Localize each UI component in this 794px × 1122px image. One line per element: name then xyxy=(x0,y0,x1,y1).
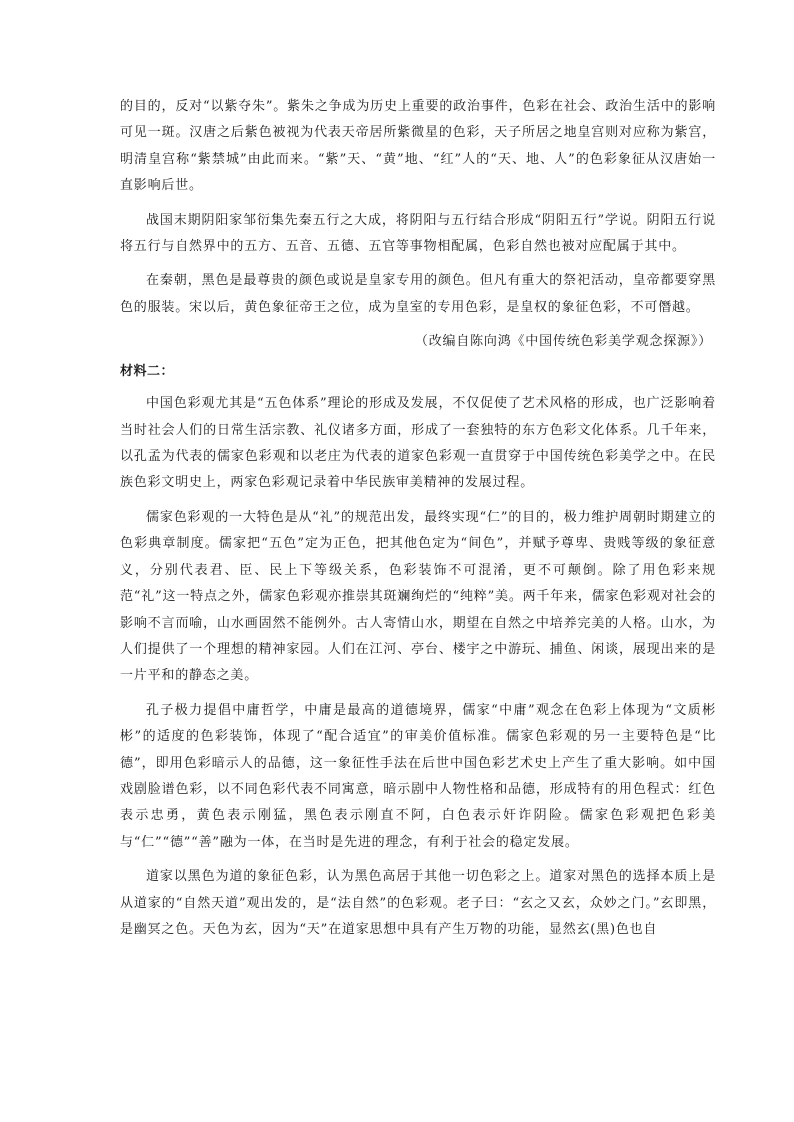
section-heading-material-two: 材料二： xyxy=(120,364,175,380)
paragraph-purple-red-dispute: 的目的，反对“以紫夺朱”。紫朱之争成为历史上重要的政治事件，色彩在社会、政治生活中的影响可见一斑。汉唐之后紫色被视为代表天帝居所紫微星的色彩，天子所居之地皇宫则对应称为紫宫，明清皇宫称“紫禁城”由此而来。“紫”天、“黄”地、“红”人的“天、地、人”的色彩象征从汉唐始一直影响后世。 xyxy=(120,99,716,194)
document-body xyxy=(120,94,716,951)
paragraph-confucian-ritual-colors: 儒家色彩观的一大特色是从“礼”的规范出发，最终实现“仁”的目的，极力维护周朝时期建立的色彩典章制度。儒家把“五色”定为正色，把其他色定为“间色”，并赋予尊卑、贵贱等级的象征意义，分别代表君、臣、民上下等级关系，色彩装饰不可混淆，更不可颠倒。除了用色彩来规范“礼”这一特点之外，儒家色彩观亦推崇其斑斓绚烂的“纯粹”美。两千年来，儒家色彩观对社会的影响不言而喻，山水画固然不能例外。古人寄情山水，期望在自然之中培养完美的人格。山水，为人们提供了一个理想的精神家园。人们在江河、亭台、楼宇之中游玩、捕鱼、闲谈，展现出来的是一片平和的静态之美。 xyxy=(120,509,716,684)
source-citation: （改编自陈向鸿《中国传统色彩美学观念探源》） xyxy=(414,334,712,350)
paragraph-five-color-system: 中国色彩观尤其是“五色体系”理论的形成及发展，不仅促使了艺术风格的形成，也广泛影响着当时社会人们的日常生活宗教、礼仪诸多方面，形成了一套独特的东方色彩文化体系。几千年来，以孔孟为代表的儒家色彩观和以老庄为代表的道家色彩观一直贯穿于中国传统色彩美学之中。在民族色彩文明史上，两家色彩观记录着中华民族审美精神的发展过程。 xyxy=(120,396,716,491)
paragraph-yin-yang-five-elements: 战国末期阴阳家邹衍集先秦五行之大成，将阴阳与五行结合形成“阴阳五行”学说。阴阳五行说将五行与自然界中的五方、五音、五德、五官等事物相配属，色彩自然也被对应配属于其中。 xyxy=(120,212,716,255)
paragraph-doctrine-of-mean: 孔子极力提倡中庸哲学，中庸是最高的道德境界，儒家“中庸”观念在色彩上体现为“文质彬彬”的适度的色彩装饰，体现了“配合适宜”的审美价值标准。儒家色彩观的另一主要特色是“比德”，即用色彩暗示人的品德，这一象征性手法在后世中国色彩艺术史上产生了重大影响。如中国戏剧脸谱色彩，以不同色彩代表不同寓意，暗示剧中人物性格和品德，形成特有的用色程式：红色表示忠勇，黄色表示刚猛，黑色表示刚直不阿，白色表示奸诈阴险。儒家色彩观把色彩美与“仁”“德”“善”融为一体，在当时是先进的理念，有利于社会的稳定发展。 xyxy=(120,702,716,850)
paragraph-taoist-black: 道家以黑色为道的象征色彩，认为黑色高居于其他一切色彩之上。道家对黑色的选择本质上是从道家的“自然天道”观出发的，是“法自然”的色彩观。老子曰：“玄之又玄，众妙之门。”玄即黑，是幽冥之色。天色为玄，因为“天”在道家思想中具有产生万物的功能，显然玄(黑)色也自 xyxy=(120,869,716,937)
paragraph-qin-black-song-yellow: 在秦朝，黑色是最尊贵的颜色或说是皇家专用的颜色。但凡有重大的祭祀活动，皇帝都要穿黑色的服装。宋以后，黄色象征帝王之位，成为皇室的专用色彩，是皇权的象征色彩，不可僭越。 xyxy=(120,273,716,315)
